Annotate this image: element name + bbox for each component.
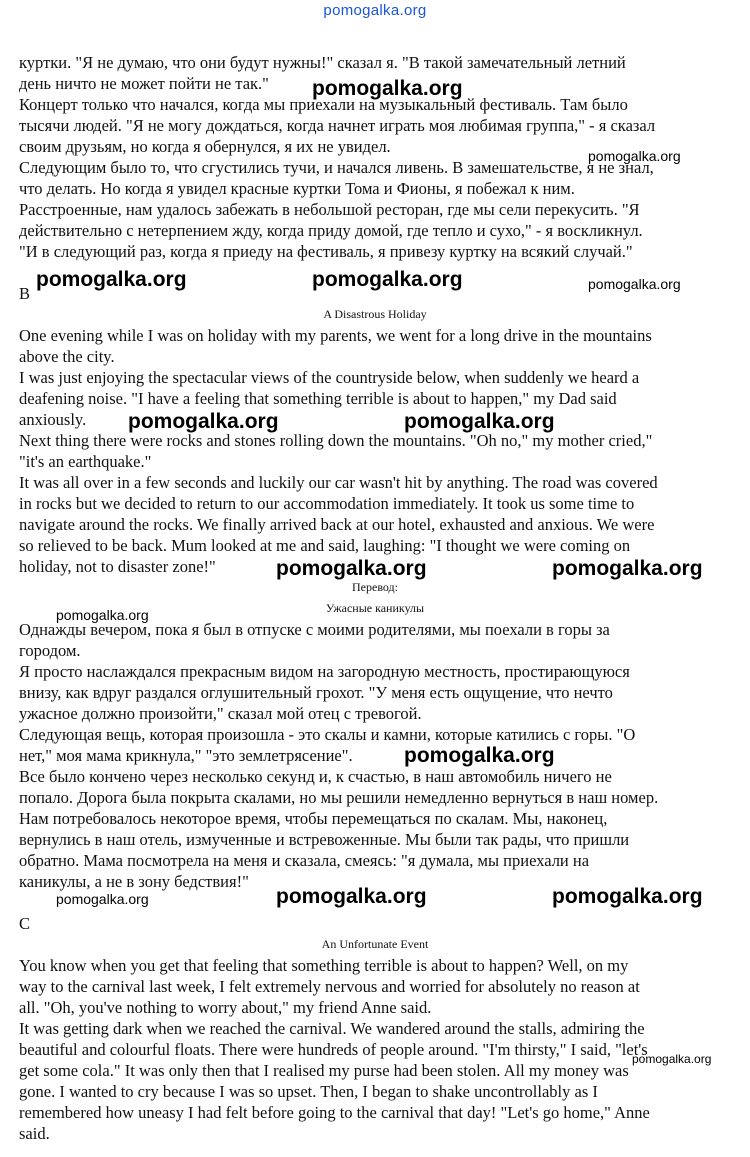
- watermark: pomogalka.org: [36, 268, 187, 291]
- watermark: pomogalka.org: [632, 1052, 712, 1066]
- text-line: get some cola." It was only then that I realised my purse had been stolen. All my money was: [19, 1061, 629, 1080]
- text-line: in rocks but we decided to return to our accommodation immediately. It took us some time to: [19, 494, 635, 513]
- watermark: pomogalka.org: [552, 557, 703, 580]
- text-line: navigate around the rocks. We finally arrived back at our hotel, exhausted and anxious. We were: [19, 515, 655, 534]
- text-line: своим друзьям, но когда я обернулся, я их не увидел.: [19, 137, 391, 156]
- site-header-link[interactable]: pomogalka.org: [323, 2, 427, 19]
- text-line: deafening noise. "I have a feeling that something terrible is about to happen," my Dad said: [19, 389, 617, 408]
- section-letter: C: [19, 914, 31, 933]
- text-line: день ничто не может пойти не так.": [19, 74, 269, 93]
- text-line: so relieved to be back. Mum looked at me and said, laughing: "I thought we were coming on: [19, 536, 631, 555]
- watermark: pomogalka.org: [276, 557, 427, 580]
- text-line: remembered how uneasy I had felt before going to the carnival that day! "Let's go home," Anne: [19, 1103, 650, 1122]
- text-line: Концерт только что начался, когда мы приехали на музыкальный фестиваль. Там было: [19, 95, 628, 114]
- text-line: каникулы, а не в зону бедствия!": [19, 872, 249, 891]
- text-line: вернулись в наш отель, измученные и встревоженные. Мы были так рады, что пришли: [19, 830, 630, 849]
- text-line: It was all over in a few seconds and luckily our car wasn't hit by anything. The road was covered: [19, 473, 658, 492]
- text-line: попало. Дорога была покрыта скалами, но мы решили немедленно вернуться в наш номер.: [19, 788, 659, 807]
- text-line: городом.: [19, 641, 81, 660]
- watermark: pomogalka.org: [56, 891, 149, 907]
- watermark: pomogalka.org: [552, 885, 703, 908]
- text-line: Я просто наслаждался прекрасным видом на загородную местность, простирающуюся: [19, 662, 630, 681]
- watermark: pomogalka.org: [312, 77, 463, 100]
- text-line: "it's an earthquake.": [19, 452, 152, 471]
- text-line: Next thing there were rocks and stones rolling down the mountains. "Oh no," my mother cried,": [19, 431, 653, 450]
- text-line: ужасное должно произойти," сказал мой отец с тревогой.: [19, 704, 422, 723]
- watermark: pomogalka.org: [588, 148, 681, 164]
- section-title: An Unfortunate Event: [321, 937, 429, 951]
- watermark: pomogalka.org: [56, 607, 149, 623]
- text-line: действительно с нетерпением жду, когда приду домой, где тепло и сухо," - я воскликнул.: [19, 221, 643, 240]
- text-line: anxiously.: [19, 410, 87, 429]
- text-line: I was just enjoying the spectacular views of the countryside below, when suddenly we heard a: [19, 368, 640, 387]
- section-title: A Disastrous Holiday: [323, 307, 427, 321]
- watermark: pomogalka.org: [276, 885, 427, 908]
- text-line: что делать. Но когда я увидел красные куртки Тома и Фионы, я побежал к ним.: [19, 179, 575, 198]
- watermark: pomogalka.org: [128, 410, 279, 433]
- watermark: pomogalka.org: [404, 744, 555, 767]
- text-line: Нам потребовалось некоторое время, чтобы перемещаться по скалам. Мы, наконец,: [19, 809, 608, 828]
- text-line: holiday, not to disaster zone!": [19, 557, 216, 576]
- text-line: beautiful and colourful floats. There were hundreds of people around. "I'm thirsty," I said, "let's: [19, 1040, 648, 1059]
- translation-label: Перевод:: [352, 580, 398, 594]
- text-line: way to the carnival last week, I felt extremely nervous and worried for absolutely no reason at: [19, 977, 640, 996]
- watermark: pomogalka.org: [404, 410, 555, 433]
- watermark: pomogalka.org: [312, 268, 463, 291]
- text-line: It was getting dark when we reached the carnival. We wandered around the stalls, admiring the: [19, 1019, 645, 1038]
- text-line: gone. I wanted to cry because I was so upset. Then, I began to shake uncontrollably as I: [19, 1082, 598, 1101]
- text-line: тысячи людей. "Я не могу дождаться, когда начнет играть моя любимая группа," - я сказал: [19, 116, 656, 135]
- text-line: said.: [19, 1124, 50, 1143]
- text-line: "И в следующий раз, когда я приеду на фестиваль, я привезу куртку на всякий случай.": [19, 242, 633, 261]
- text-line: Все было кончено через несколько секунд и, к счастью, в наш автомобиль ничего не: [19, 767, 612, 786]
- text-line: нет," моя мама крикнула," "это землетрясение".: [19, 746, 353, 765]
- section-title: Ужасные каникулы: [325, 601, 425, 615]
- text-line: Однажды вечером, пока я был в отпуске с моими родителями, мы поехали в горы за: [19, 620, 610, 639]
- text-line: Следующая вещь, которая произошла - это скалы и камни, которые катились с горы. "О: [19, 725, 636, 744]
- text-line: куртки. "Я не думаю, что они будут нужны!" сказал я. "В такой замечательный летний: [19, 53, 626, 72]
- text-line: Расстроенные, нам удалось забежать в небольшой ресторан, где мы сели перекусить. "Я: [19, 200, 640, 219]
- text-line: You know when you get that feeling that something terrible is about to happen? Well, on my: [19, 956, 629, 975]
- text-line: Следующим было то, что сгустились тучи, и начался ливень. В замешательстве, я не знал,: [19, 158, 654, 177]
- text-line: внизу, как вдруг раздался оглушительный грохот. "У меня есть ощущение, что нечто: [19, 683, 613, 702]
- section-letter: B: [19, 284, 31, 303]
- text-line: all. "Oh, you've nothing to worry about," my friend Anne said.: [19, 998, 432, 1017]
- text-line: One evening while I was on holiday with my parents, we went for a long drive in the mountains: [19, 326, 652, 345]
- text-line: обратно. Мама посмотрела на меня и сказала, смеясь: "я думала, мы приехали на: [19, 851, 590, 870]
- text-line: above the city.: [19, 347, 115, 366]
- watermark: pomogalka.org: [588, 276, 681, 292]
